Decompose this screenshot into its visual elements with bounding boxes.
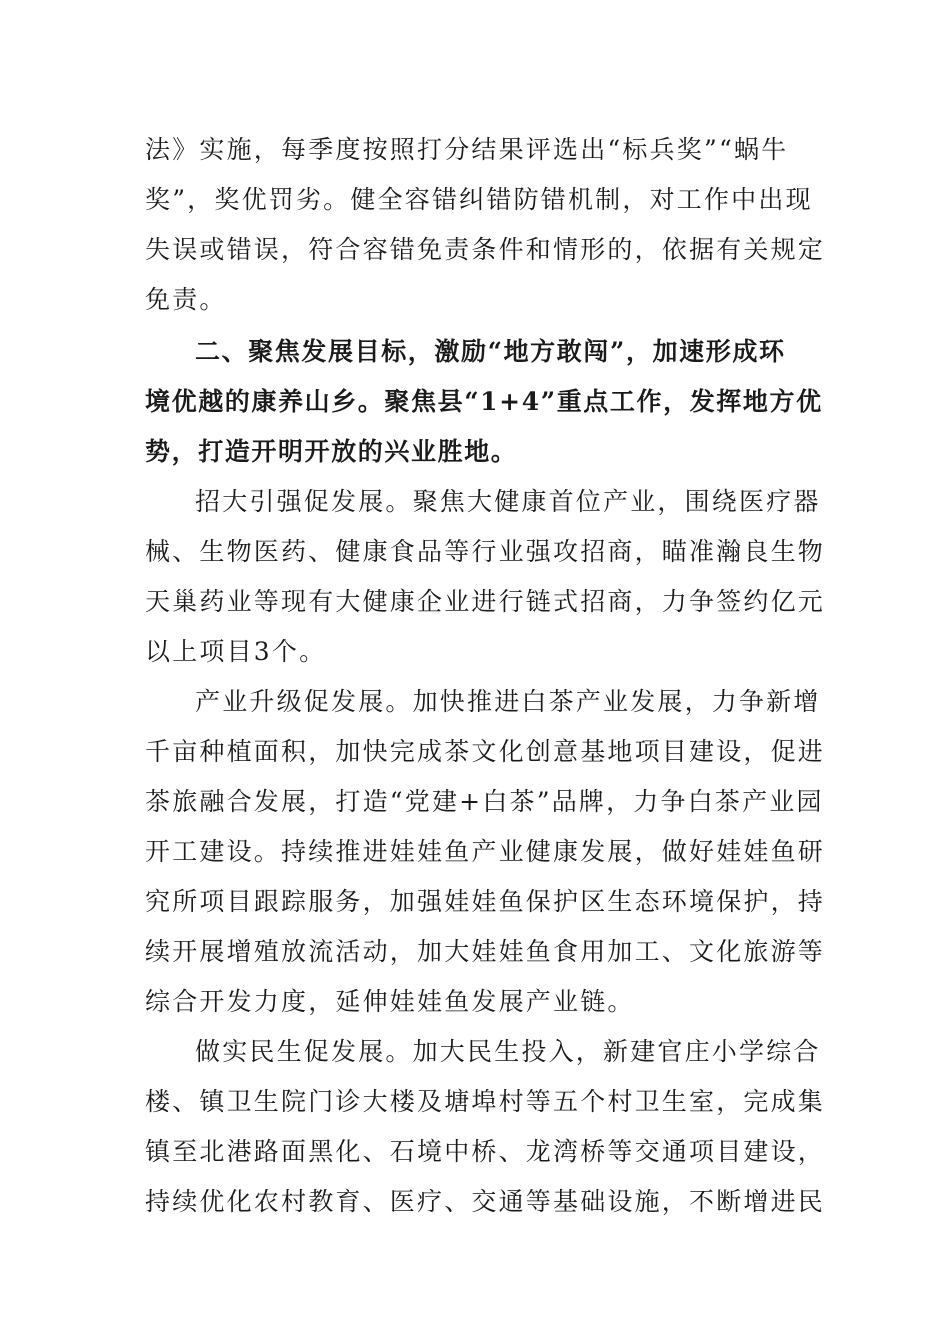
text-line: 法》实施，每季度按照打分结果评选出“标兵奖”“蜗牛 bbox=[145, 135, 789, 164]
text-line: 免责。 bbox=[145, 285, 227, 314]
text-line: 奖”，奖优罚劣。健全容错纠错防错机制，对工作中出现 bbox=[145, 185, 813, 214]
text-line: 天巢药业等现有大健康企业进行链式招商，力争签约亿元 bbox=[145, 587, 826, 616]
text-line: 综合开发力度，延伸娃娃鱼发展产业链。 bbox=[145, 987, 635, 1016]
text-line: 招大引强促发展。聚焦大健康首位产业，围绕医疗器 bbox=[195, 487, 821, 516]
text-line: 千亩种植面积，加快完成茶文化创意基地项目建设，促进 bbox=[145, 737, 826, 766]
text-line: 失误或错误，符合容错免责条件和情形的，依据有关规定 bbox=[145, 235, 826, 264]
section-heading-line: 境优越的康养山乡。聚焦县“1+4”重点工作，发挥地方优 bbox=[145, 387, 823, 416]
text-line: 究所项目跟踪服务，加强娃娃鱼保护区生态环境保护，持 bbox=[145, 887, 826, 916]
text-line: 产业升级促发展。加快推进白茶产业发展，力争新增 bbox=[195, 687, 821, 716]
text-line: 镇至北港路面黑化、石境中桥、龙湾桥等交通项目建设， bbox=[145, 1137, 826, 1166]
text-line: 楼、镇卫生院门诊大楼及塘埠村等五个村卫生室，完成集 bbox=[145, 1087, 826, 1116]
text-line: 械、生物医药、健康食品等行业强攻招商，瞄准瀚良生物 bbox=[145, 537, 826, 566]
text-line: 茶旅融合发展，打造“党建+白茶”品牌，力争白茶产业园 bbox=[145, 787, 824, 816]
text-line: 做实民生促发展。加大民生投入，新建官庄小学综合 bbox=[195, 1037, 821, 1066]
text-line: 持续优化农村教育、医疗、交通等基础设施，不断增进民 bbox=[145, 1187, 826, 1216]
text-line: 开工建设。持续推进娃娃鱼产业健康发展，做好娃娃鱼研 bbox=[145, 837, 826, 866]
text-line: 续开展增殖放流活动，加大娃娃鱼食用加工、文化旅游等 bbox=[145, 937, 826, 966]
text-line: 以上项目3个。 bbox=[145, 637, 327, 666]
section-heading-line: 二、聚焦发展目标，激励“地方敢闯”，加速形成环 bbox=[195, 337, 786, 366]
section-heading-line: 势，打造开明开放的兴业胜地。 bbox=[145, 437, 518, 466]
